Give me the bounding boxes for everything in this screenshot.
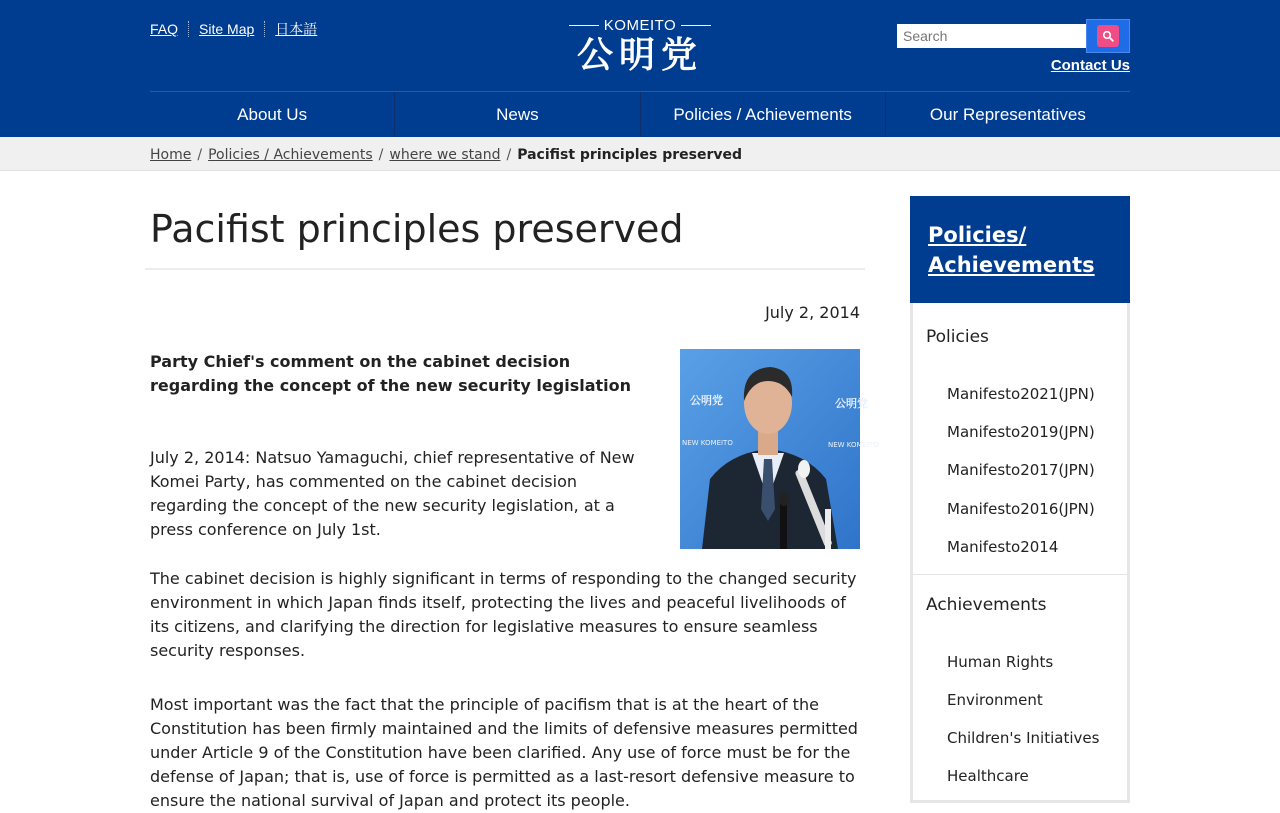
sidebar-item-manifesto2014[interactable]: Manifesto2014 [947, 538, 1059, 556]
representative-photo [680, 349, 879, 549]
site-map-link[interactable]: Site Map [188, 21, 264, 37]
sidebar-divider [913, 574, 1127, 575]
contact-us-link[interactable]: Contact Us [1050, 57, 1130, 74]
utility-links [150, 21, 327, 37]
backdrop-text: NEW KOMEITO [828, 441, 879, 449]
sidebar-item-manifesto2019[interactable]: Manifesto2019(JPN) [947, 423, 1095, 441]
sidebar-item-manifesto2021[interactable]: Manifesto2021(JPN) [947, 385, 1095, 403]
search-input[interactable] [897, 24, 1086, 48]
sidebar-heading-link[interactable] [928, 220, 1112, 280]
sidebar-section-policies[interactable]: Policies [926, 327, 989, 347]
sidebar-item-environment[interactable]: Environment [947, 691, 1043, 709]
sidebar-heading [910, 196, 1130, 303]
magnifier-glyph [1102, 30, 1114, 42]
search-icon [1097, 25, 1119, 47]
nav-our-representatives[interactable]: Our Representatives [885, 92, 1130, 137]
breadcrumb-separator: / [197, 147, 203, 163]
search-button[interactable] [1086, 19, 1130, 53]
page-title: Pacifist principles preserved [150, 207, 684, 251]
search-form [897, 19, 1130, 53]
backdrop-text: NEW KOMEITO [682, 439, 733, 447]
logo-kanji: 公明党 [576, 35, 703, 76]
logo-rule-right [681, 25, 711, 26]
breadcrumb-separator: / [378, 147, 384, 163]
site-header [0, 0, 1280, 137]
portrait-illustration [680, 349, 879, 549]
breadcrumb [150, 147, 742, 163]
sidebar-item-manifesto2016[interactable]: Manifesto2016(JPN) [947, 500, 1095, 518]
article-lead: Party Chief's comment on the cabinet decision regarding the concept of the new security legislation [150, 352, 632, 395]
logo-text: KOMEITO [603, 16, 677, 34]
breadcrumb-policies[interactable]: Policies / Achievements [208, 147, 373, 163]
article-paragraph: The cabinet decision is highly significant in terms of responding to the changed security environment in which Japan finds itself, protecting the lives and peaceful livelihoods of its citizens, and clarifying the direction for legislative measures to ensure seamless security responses. [150, 569, 857, 660]
faq-link[interactable]: FAQ [150, 21, 179, 37]
nav-news[interactable]: News [394, 92, 639, 137]
logo-rule-left [569, 25, 599, 26]
breadcrumb-bar [0, 137, 1280, 171]
sidebar-item-healthcare[interactable]: Healthcare [947, 767, 1029, 785]
breadcrumb-current: Pacifist principles preserved [517, 147, 743, 163]
sidebar-item-human-rights[interactable]: Human Rights [947, 653, 1054, 671]
sidebar-item-manifesto2017[interactable]: Manifesto2017(JPN) [947, 461, 1095, 479]
komeito-logo[interactable] [569, 16, 711, 76]
title-divider [145, 268, 865, 270]
backdrop-text: 公明党 [690, 394, 723, 407]
breadcrumb-where-we-stand[interactable]: where we stand [389, 147, 501, 163]
sidebar-item-childrens-initiatives[interactable]: Children's Initiatives [947, 729, 1100, 747]
main-nav [150, 92, 1130, 137]
backdrop-text: 公明党 [835, 397, 868, 410]
article-date: July 2, 2014 [765, 303, 860, 322]
sidebar-heading-line: Achievements [928, 253, 1095, 277]
nav-about-us[interactable]: About Us [237, 104, 308, 124]
sidebar-menu [910, 303, 1130, 803]
japanese-link[interactable]: 日本語 [264, 21, 327, 37]
article-paragraph: Most important was the fact that the principle of pacifism that is at the heart of the Constitution has been firmly maintained and the limits of defensive measures permitted under Article 9 of the Constitution have been clarified. Any use of force must be for the defense of Japan; that is, use of force is permitted as a last-resort defensive measure to ensure the national survival of Japan and protect its people. [150, 695, 858, 810]
article-paragraph: July 2, 2014: Natsuo Yamaguchi, chief representative of New Komei Party, has commented on the cabinet decision regarding the concept of the new security legislation, at a press conference on July 1st. [150, 448, 635, 539]
sidebar-section-achievements[interactable]: Achievements [926, 595, 1047, 615]
sidebar-heading-line: Policies/ [928, 223, 1027, 247]
breadcrumb-separator: / [506, 147, 512, 163]
breadcrumb-home[interactable]: Home [150, 147, 192, 163]
nav-policies-achievements[interactable]: Policies / Achievements [640, 92, 885, 137]
